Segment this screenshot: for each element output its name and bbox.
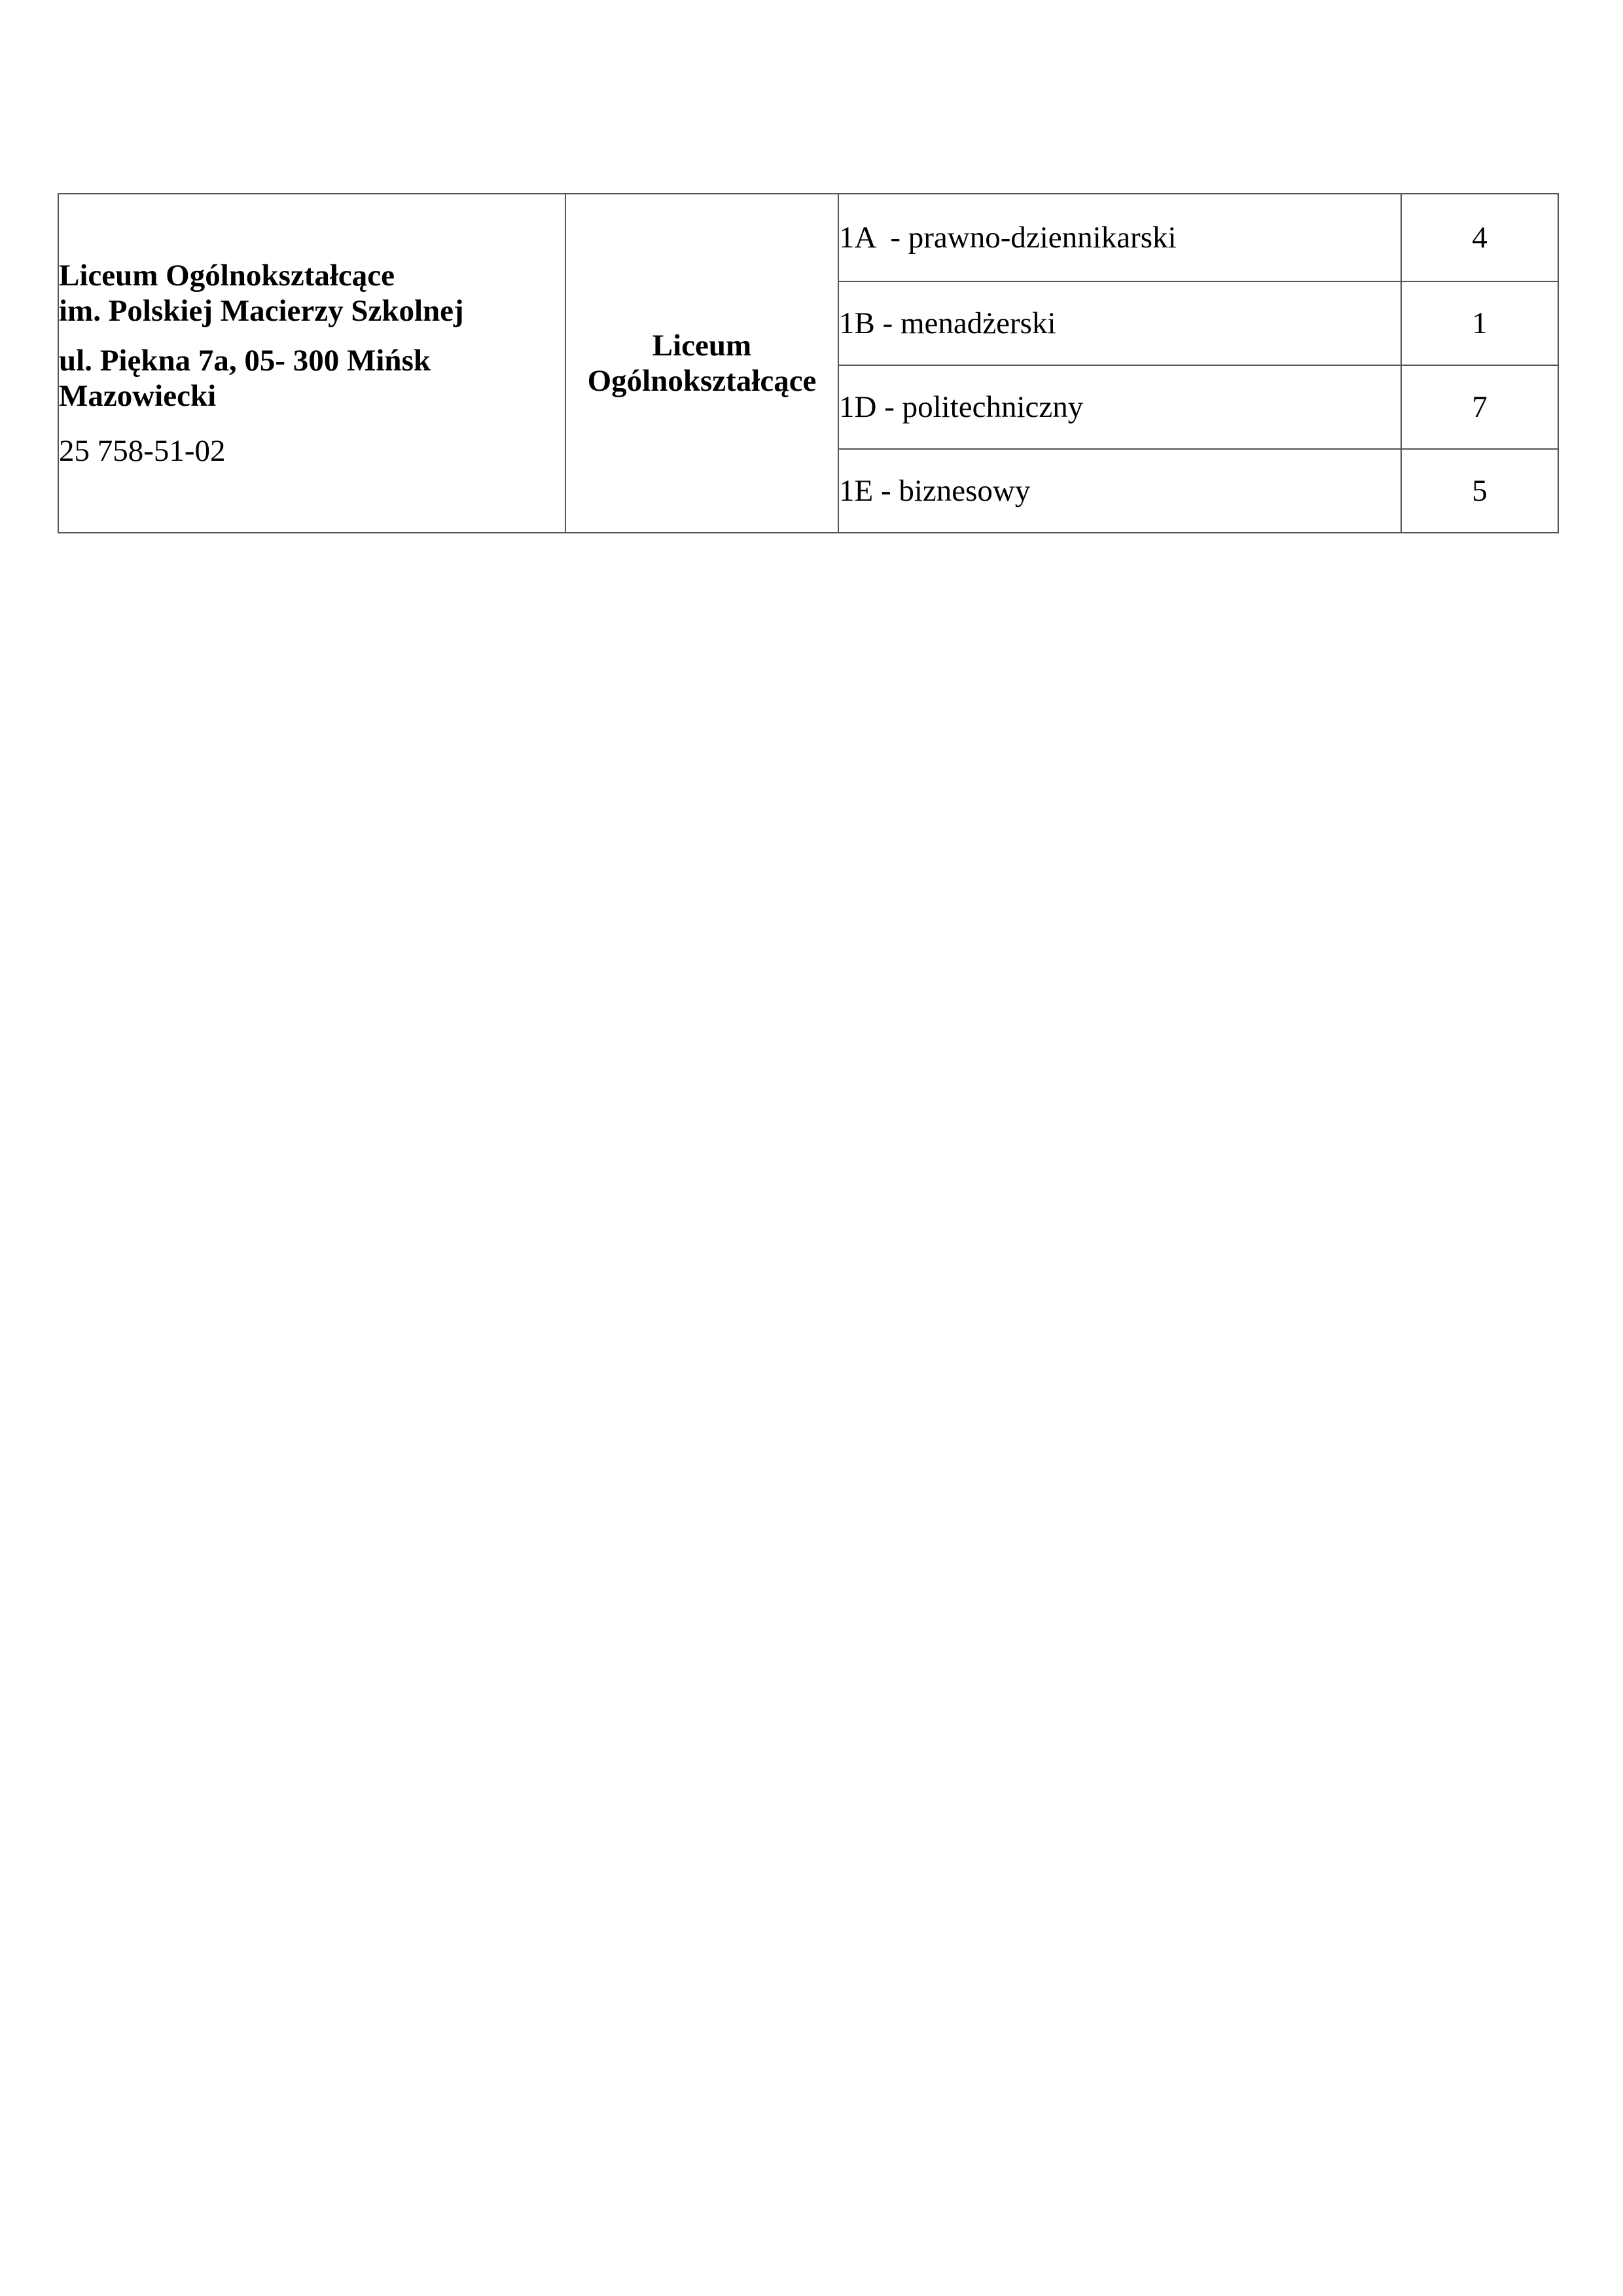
- school-type-line-2: Ogólnokształcące: [587, 364, 817, 398]
- school-info-cell: [58, 194, 565, 533]
- school-name-line-1: Liceum Ogólnokształcące: [59, 258, 395, 293]
- school-address-line-2: Mazowiecki: [59, 379, 217, 414]
- school-phone: 25 758-51-02: [59, 434, 226, 469]
- table-row: [58, 194, 1558, 281]
- class-count-cell: 7: [1401, 365, 1558, 449]
- class-count-cell: 1: [1401, 281, 1558, 365]
- school-name: [59, 258, 565, 329]
- class-name-cell: 1D - politechniczny: [838, 365, 1401, 449]
- class-name-cell: 1A - prawno-dziennikarski: [838, 194, 1401, 281]
- school-type-line-1: Liceum: [652, 328, 752, 363]
- class-count-cell: 5: [1401, 449, 1558, 533]
- school-address-line-1: ul. Piękna 7a, 05- 300 Mińsk: [59, 343, 431, 378]
- school-name-line-2: im. Polskiej Macierzy Szkolnej: [59, 293, 464, 328]
- class-name-cell: 1E - biznesowy: [838, 449, 1401, 533]
- class-count-cell: 4: [1401, 194, 1558, 281]
- school-address: [59, 343, 565, 414]
- school-type-cell: [565, 194, 838, 533]
- school-classes-table: [58, 193, 1559, 533]
- class-name-cell: 1B - menadżerski: [838, 281, 1401, 365]
